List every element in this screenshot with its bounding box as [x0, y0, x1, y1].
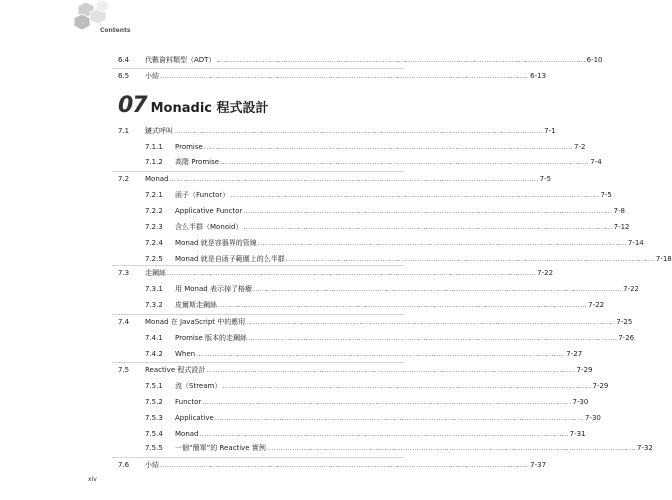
dot-leader: ................................................................................................................................................................: [243, 224, 613, 231]
toc-entry[interactable]: [0, 396, 589, 408]
toc-entry-title: Applicative: [175, 414, 214, 422]
toc-entry-line: [175, 156, 602, 169]
toc-entry-page: 7-2: [573, 143, 586, 151]
toc-entry[interactable]: [0, 299, 605, 311]
toc-entry-title: Monad: [175, 430, 199, 438]
dot-leader: ................................................................................................................................................................: [206, 367, 576, 374]
toc-entry-page: 7-37: [530, 461, 547, 469]
toc-entry-line: [175, 348, 583, 361]
toc-entry[interactable]: [0, 428, 586, 440]
toc-entry-page: 7-29: [592, 382, 609, 390]
toc-entry-page: 7-30: [572, 398, 589, 406]
toc-entry[interactable]: [0, 54, 603, 66]
toc-entry[interactable]: [0, 332, 635, 344]
dot-leader: ................................................................................................................................................................: [214, 415, 584, 422]
toc-entry-line: [145, 125, 556, 138]
toc-entry-page: 7-26: [618, 334, 635, 342]
toc-entry-page: 7-29: [576, 366, 593, 374]
toc-entry-line: [175, 442, 653, 455]
toc-entry-line: [145, 267, 554, 280]
toc-entry-title: Promise: [175, 143, 203, 151]
toc-entry-line: [175, 332, 635, 345]
running-header: Contents: [100, 27, 131, 34]
dot-leader: ................................................................................................................................................................: [243, 208, 613, 215]
toc-entry-line: [175, 412, 601, 425]
section-divider: [112, 265, 404, 266]
toc-entry-title: 函子（Functor）: [175, 191, 230, 199]
toc-entry[interactable]: [0, 412, 601, 424]
cube-logo-icon: [72, 0, 112, 28]
toc-entry-number: 6.5: [118, 72, 130, 80]
section-divider: [112, 362, 404, 363]
toc-entry-title: 含么半群（Monoid）: [175, 223, 243, 231]
dot-leader: ................................................................................................................................................................: [218, 302, 588, 309]
toc-entry-page: 7-32: [637, 444, 653, 452]
dot-leader: ................................................................................................................................................................: [160, 73, 530, 80]
toc-entry[interactable]: [0, 173, 552, 185]
toc-entry-page: 7-27: [566, 350, 583, 358]
toc-entry-page: 7-8: [613, 207, 625, 215]
toc-entry-line: [175, 428, 586, 441]
toc-entry-line: [145, 173, 552, 186]
dot-leader: ................................................................................................................................................................: [222, 383, 592, 390]
toc-entry-line: [175, 283, 639, 296]
toc-entry[interactable]: [0, 267, 554, 279]
toc-entry[interactable]: [0, 205, 625, 217]
toc-entry-title: 鏈式呼叫: [145, 127, 173, 135]
dot-leader: ................................................................................................................................................................: [252, 286, 623, 293]
toc-entry-page: 7-5: [539, 175, 552, 183]
toc-entry-page: 7-22: [588, 301, 605, 309]
toc-entry-page: 7-30: [585, 414, 601, 422]
toc-entry-line: [175, 189, 612, 202]
toc-entry-number: 7.1.1: [145, 143, 163, 151]
toc-entry[interactable]: [0, 364, 593, 376]
toc-entry-line: [175, 141, 586, 154]
section-divider: [112, 314, 404, 315]
toc-entry-number: 7.2.3: [145, 223, 163, 231]
toc-entry-number: 7.4: [118, 318, 130, 326]
toc-entry[interactable]: [0, 348, 583, 360]
toc-entry-line: [175, 396, 589, 409]
dot-leader: ................................................................................................................................................................: [285, 256, 655, 263]
toc-entry-title: Monad 就是自函子範圍上的么半群: [175, 255, 285, 263]
chapter-title: Monadic 程式設計: [150, 101, 269, 116]
toc-entry-number: 7.4.1: [145, 334, 163, 342]
toc-entry[interactable]: [0, 125, 556, 137]
toc-entry-line: [145, 54, 603, 67]
toc-entry-line: [175, 299, 605, 312]
toc-entry[interactable]: [0, 253, 672, 265]
toc-entry-number: 7.3.2: [145, 301, 163, 309]
toc-entry-page: 7-18: [655, 255, 672, 263]
toc-entry-number: 7.4.2: [145, 350, 163, 358]
toc-entry[interactable]: [0, 70, 547, 82]
dot-leader: ................................................................................................................................................................: [196, 351, 566, 358]
toc-entry[interactable]: [0, 380, 609, 392]
toc-entry-number: 7.2.2: [145, 207, 163, 215]
toc-entry-page: 7-22: [537, 269, 554, 277]
toc-entry-number: 7.6: [118, 461, 130, 469]
chapter-number: 07: [118, 93, 147, 118]
toc-entry-line: [175, 237, 644, 250]
toc-entry-number: 7.1.2: [145, 158, 163, 166]
toc-entry[interactable]: [0, 283, 639, 295]
toc-entry-page: 6-13: [530, 72, 547, 80]
dot-leader: ................................................................................................................................................................: [203, 144, 573, 151]
dot-leader: ................................................................................................................................................................: [167, 270, 537, 277]
toc-entry-line: [145, 459, 547, 472]
toc-entry-title: 小結: [145, 461, 159, 469]
dot-leader: ................................................................................................................................................................: [246, 319, 616, 326]
toc-entry-title: 小結: [145, 72, 159, 80]
toc-entry[interactable]: [0, 442, 653, 454]
toc-entry-number: 7.5: [118, 366, 130, 374]
toc-entry[interactable]: [0, 221, 630, 233]
section-divider: [112, 457, 404, 458]
dot-leader: ................................................................................................................................................................: [220, 159, 590, 166]
toc-entry-number: 7.5.3: [145, 414, 163, 422]
section-divider: [112, 171, 404, 172]
toc-entry-title: Reactive 程式設計: [145, 366, 206, 374]
toc-entry-number: 7.2.4: [145, 239, 163, 247]
toc-entry[interactable]: [0, 237, 644, 249]
toc-entry-page: 7-1: [544, 127, 556, 135]
dot-leader: ................................................................................................................................................................: [216, 57, 586, 64]
toc-entry-line: [175, 221, 630, 234]
dot-leader: ................................................................................................................................................................: [230, 192, 600, 199]
toc-entry-number: 7.3.1: [145, 285, 163, 293]
toc-entry-title: Monad 就是容器界的管線: [175, 239, 257, 247]
toc-entry-title: Promise 版本的走鋼絲: [175, 334, 248, 342]
toc-entry-page: 6-10: [586, 56, 603, 64]
dot-leader: ................................................................................................................................................................: [248, 335, 618, 342]
dot-leader: ................................................................................................................................................................: [160, 462, 530, 469]
toc-entry[interactable]: [0, 156, 602, 168]
dot-leader: ................................................................................................................................................................: [199, 431, 569, 438]
toc-entry[interactable]: [0, 459, 547, 471]
toc-entry-page: 7-14: [627, 239, 644, 247]
toc-entry-title: Functor: [175, 398, 202, 406]
toc-entry-number: 6.4: [118, 56, 130, 64]
toc-entry-title: 一個“簡單”的 Reactive 實例: [175, 444, 266, 452]
toc-entry-number: 7.1: [118, 127, 130, 135]
dot-leader: ................................................................................................................................................................: [174, 128, 544, 135]
toc-entry-page: 7-5: [600, 191, 612, 199]
toc-entry-number: 7.5.1: [145, 382, 163, 390]
toc-entry-number: 7.2.5: [145, 255, 163, 263]
toc-entry-line: [175, 205, 625, 218]
toc-entry-number: 7.5.4: [145, 430, 163, 438]
section-divider: [112, 68, 404, 69]
toc-entry-title: 皮爾斯走鋼絲: [175, 301, 217, 309]
toc-entry-number: 7.5.2: [145, 398, 163, 406]
toc-entry-title: When: [175, 350, 196, 358]
dot-leader: ................................................................................................................................................................: [266, 445, 636, 452]
toc-entry-page: 7-22: [623, 285, 639, 293]
toc-entry-title: 用 Monad 表示掉了格癥: [175, 285, 252, 293]
chapter-heading: [118, 93, 269, 117]
toc-entry-title: 高階 Promise: [175, 158, 220, 166]
toc-entry-title: Monad 在 JavaScript 中的應用: [145, 318, 246, 326]
toc-entry[interactable]: [0, 141, 586, 153]
toc-entry-line: [145, 70, 547, 83]
dot-leader: ................................................................................................................................................................: [202, 399, 572, 406]
toc-entry-title: 流（Stream）: [175, 382, 222, 390]
toc-entry-number: 7.2: [118, 175, 130, 183]
toc-entry-title: Applicative Functor: [175, 207, 243, 215]
toc-entry-number: 7.5.5: [145, 444, 163, 452]
toc-entry-page: 7-12: [613, 223, 630, 231]
toc-entry-title: 走鋼絲: [145, 269, 166, 277]
toc-entry-number: 7.2.1: [145, 191, 163, 199]
toc-entry-page: 7-4: [590, 158, 602, 166]
dot-leader: ................................................................................................................................................................: [257, 240, 627, 247]
toc-entry-line: [145, 316, 633, 329]
toc-entry-line: [175, 380, 609, 393]
toc-entry-page: 7-31: [569, 430, 586, 438]
toc-entry-page: 7-25: [616, 318, 633, 326]
toc-entry-number: 7.3: [118, 269, 130, 277]
toc-entry[interactable]: [0, 316, 633, 328]
toc-entry[interactable]: [0, 189, 612, 201]
toc-entry-title: 代數資料類型（ADT）: [145, 56, 216, 64]
toc-entry-line: [145, 364, 593, 377]
toc-entry-title: Monad: [145, 175, 169, 183]
dot-leader: ................................................................................................................................................................: [169, 176, 539, 183]
page-number: xiv: [88, 476, 97, 483]
